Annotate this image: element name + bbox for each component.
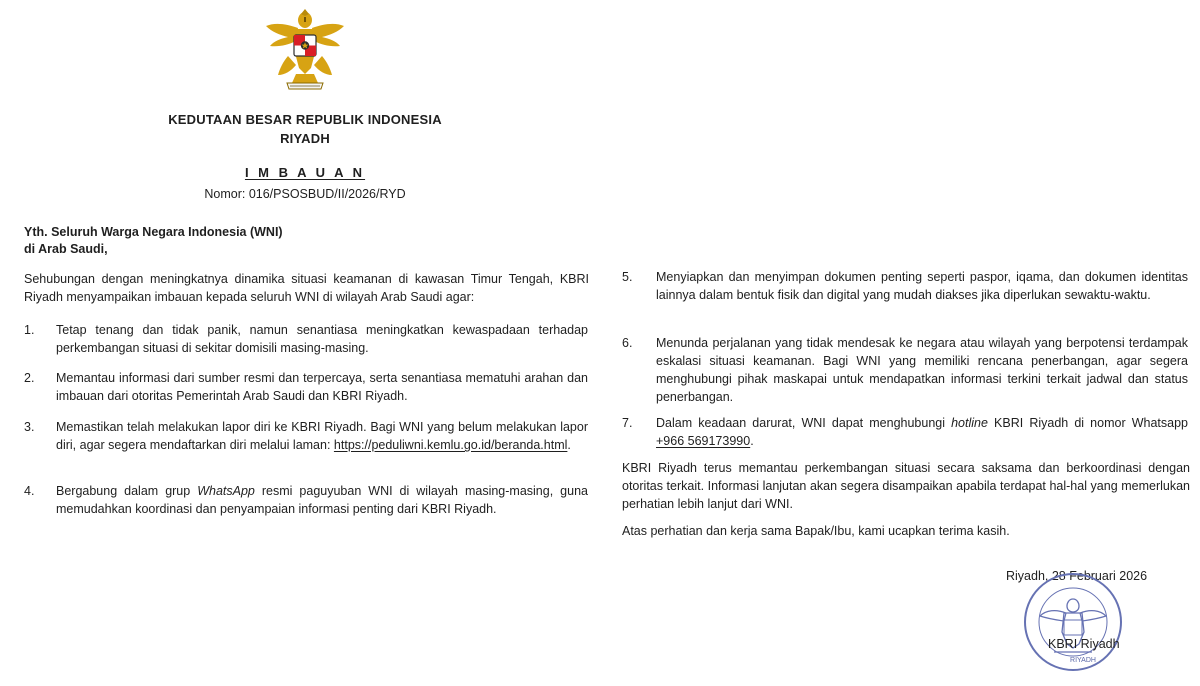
- advisory-item-text: [56, 482, 588, 518]
- advisory-item-number: 1.: [24, 323, 35, 337]
- advisory-item-text: Tetap tenang dan tidak panik, namun senantiasa meningkatkan kewaspadaan terhadap perkembangan situasi di sekitar domisili masing-masing.: [56, 323, 588, 355]
- whatsapp-emphasis: WhatsApp: [197, 484, 255, 498]
- hotline-punctuation: .: [750, 434, 754, 448]
- document-title-text: I M B A U A N: [244, 165, 366, 180]
- advisory-item-text: Memantau informasi dari sumber resmi dan terpercaya, serta senantiasa mematuhi arahan dan imbauan dari otoritas Pemerintah Arab Saudi dan KBRI Riyadh.: [56, 371, 588, 403]
- hotline-text-before: Dalam keadaan darurat, WNI dapat menghubungi: [656, 416, 952, 430]
- registration-text: Memastikan telah melakukan lapor diri ke KBRI Riyadh. Bagi WNI yang belum melakukan lapor diri, agar segera mendaftarkan diri melalui laman:: [56, 420, 588, 452]
- hotline-emphasis: hotline: [951, 416, 988, 430]
- advisory-item-number: 2.: [24, 371, 35, 385]
- intro-paragraph: Sehubungan dengan meningkatnya dinamika situasi keamanan di kawasan Timur Tengah, KBRI Riyadh menyampaikan imbauan kepada seluruh WNI di wilayah Arab Saudi agar:: [24, 272, 589, 304]
- advisory-item-number: 6.: [622, 336, 633, 350]
- closing-paragraph-2: Atas perhatian dan kerja sama Bapak/Ibu, kami ucapkan terima kasih.: [622, 524, 1010, 538]
- advisory-item-text: [656, 414, 1188, 450]
- whatsapp-group-text-before: Bergabung dalam grup: [56, 484, 198, 498]
- document-number: Nomor: 016/PSOSBUD/II/2026/RYD: [204, 187, 406, 201]
- document-title: [100, 164, 510, 182]
- salutation-line-1: Yth. Seluruh Warga Negara Indonesia (WNI): [24, 225, 283, 239]
- advisory-item-text: Menyiapkan dan menyimpan dokumen penting seperti paspor, iqama, dan dokumen identitas lainnya dalam bentuk fisik dan digital yang mudah diakses jika diperlukan sewaktu-waktu.: [656, 270, 1188, 302]
- registration-link-punctuation: .: [567, 438, 571, 452]
- closing-paragraph-1: KBRI Riyadh terus memantau perkembangan situasi secara saksama dan berkoordinasi dengan otoritas terkait. Informasi lanjutan akan segera disampaikan apabila terdapat hal-hal yang memerlukan perhatian lebih lanjut dari WNI.: [622, 461, 1190, 511]
- advisory-item-text: [56, 418, 588, 454]
- advisory-item-number: 3.: [24, 420, 35, 434]
- organization-name-line-2: RIYADH: [280, 131, 330, 146]
- garuda-pancasila-icon: [260, 4, 350, 96]
- organization-name-line-1: KEDUTAAN BESAR REPUBLIK INDONESIA: [168, 112, 442, 127]
- stamp-bottom-text: RIYADH: [1070, 657, 1096, 664]
- whatsapp-group-text-after: resmi paguyuban WNI di wilayah masing-masing, guna memudahkan koordinasi dan penyampaian informasi penting dari KBRI Riyadh.: [56, 484, 588, 516]
- place-and-date: Riyadh, 28 Februari 2026: [1006, 569, 1148, 583]
- registration-link[interactable]: https://peduliwni.kemlu.go.id/beranda.html: [333, 438, 568, 452]
- advisory-item-text: Menunda perjalanan yang tidak mendesak ke negara atau wilayah yang berpotensi terdampak eskalasi situasi keamanan. Bagi WNI yang memiliki rencana penerbangan, agar segera menghubungi pihak maskapai untuk mendapatkan informasi terkini terkait jadwal dan status penerbangan.: [656, 336, 1188, 404]
- hotline-text-after: KBRI Riyadh di nomor Whatsapp: [987, 416, 1188, 430]
- salutation-line-2: di Arab Saudi,: [24, 242, 108, 256]
- advisory-item-number: 7.: [622, 416, 633, 430]
- advisory-item-number: 5.: [622, 270, 633, 284]
- whatsapp-hotline-link[interactable]: +966 569173990: [656, 434, 751, 448]
- advisory-item-number: 4.: [24, 484, 35, 498]
- signature-name: KBRI Riyadh: [1048, 637, 1120, 651]
